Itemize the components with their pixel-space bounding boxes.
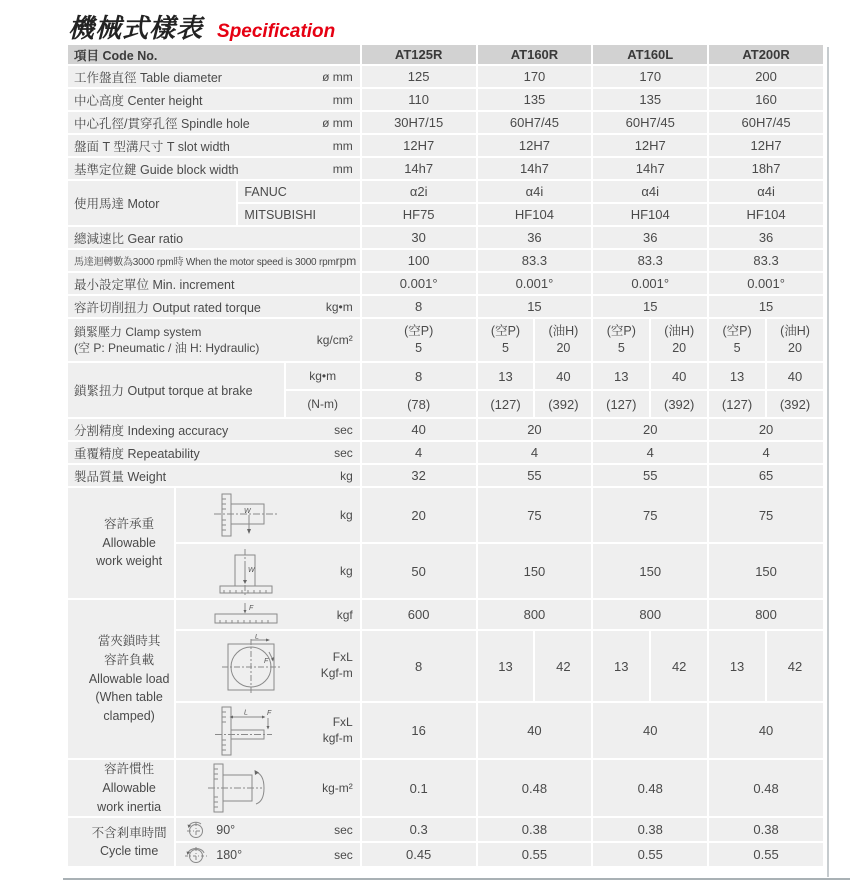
specification-table — [66, 43, 825, 868]
value-cell: 0.38 — [478, 818, 592, 841]
row-brake-torque-kgm — [68, 363, 823, 389]
value-cell: 125 — [362, 66, 476, 87]
unit-label: mm — [332, 161, 353, 176]
value-cell: 42 — [651, 631, 707, 701]
value-cell: 0.3 — [362, 818, 476, 841]
clamp-value: 5 — [415, 341, 423, 355]
row-cycle-time-90 — [68, 818, 823, 841]
value-cell: 65 — [709, 465, 823, 486]
unit-label: ø mm — [322, 69, 353, 84]
value-cell: 42 — [767, 631, 823, 701]
rotation-90-icon — [184, 819, 208, 841]
value-cell: 20 — [709, 419, 823, 440]
clamp-value: 5 — [733, 341, 741, 355]
clamp-type-label: (空P) — [606, 324, 636, 339]
spec-label-cell — [68, 296, 360, 317]
row-motor-fanuc — [68, 181, 823, 202]
unit-line: Kgf-m — [320, 666, 353, 680]
value-cell: 135 — [478, 89, 592, 110]
unit-label: kg-m² — [322, 781, 353, 796]
value-cell: 4 — [593, 442, 707, 463]
value-cell: (127) — [478, 391, 534, 417]
value-cell: 14h7 — [362, 158, 476, 179]
spec-label-cell — [68, 89, 360, 110]
value-cell-pneumatic — [362, 319, 476, 361]
unit-line: FxL — [332, 714, 353, 729]
unit-label: mm — [332, 92, 353, 107]
value-cell: 60H7/45 — [593, 112, 707, 133]
value-cell: HF75 — [362, 204, 476, 225]
value-cell: 83.3 — [593, 250, 707, 271]
angle-label: 90° — [216, 822, 236, 837]
value-cell-pneumatic — [709, 319, 765, 361]
unit-label — [321, 650, 353, 681]
unit-label: kg — [340, 564, 353, 578]
value-cell: 8 — [362, 296, 476, 317]
svg-text:L: L — [254, 634, 259, 641]
value-cell: 0.55 — [478, 843, 592, 866]
work-inertia-diagram-icon — [200, 761, 286, 815]
value-cell: 0.48 — [478, 760, 592, 816]
value-cell: 83.3 — [478, 250, 592, 271]
value-cell: 0.001° — [709, 273, 823, 294]
row-work-inertia — [68, 760, 823, 816]
value-cell: 800 — [709, 600, 823, 629]
svg-text:F: F — [266, 709, 271, 717]
value-cell: 0.001° — [593, 273, 707, 294]
spec-label: 使用馬達 Motor — [74, 197, 160, 211]
header-code-no-label: 項目 Code No. — [74, 48, 158, 63]
column-header-at160r: AT160R — [478, 45, 592, 64]
spec-label-cell — [68, 135, 360, 156]
value-cell: (392) — [651, 391, 707, 417]
value-cell: 55 — [593, 465, 707, 486]
value-cell: 55 — [478, 465, 592, 486]
clamp-type-label: (空P) — [404, 324, 434, 339]
svg-text:F: F — [263, 658, 268, 665]
value-cell-pneumatic — [593, 319, 649, 361]
value-cell: 40 — [709, 703, 823, 758]
value-cell: 4 — [478, 442, 592, 463]
svg-text:L: L — [243, 709, 248, 716]
value-cell: 0.38 — [709, 818, 823, 841]
section-label-line: Allowable — [102, 535, 156, 550]
value-cell: (127) — [709, 391, 765, 417]
value-cell: 36 — [593, 227, 707, 248]
spec-label-cell — [68, 158, 360, 179]
value-cell: 20 — [478, 419, 592, 440]
section-label-line: 容許負載 — [104, 652, 155, 667]
row-indexing-accuracy — [68, 419, 823, 440]
value-cell: 12H7 — [478, 135, 592, 156]
value-cell: 20 — [593, 419, 707, 440]
unit-cell: (N-m) — [286, 391, 360, 417]
row-allowable-load-moment-side — [68, 703, 823, 758]
value-cell: 40 — [478, 703, 592, 758]
spec-label: 基準定位鍵 Guide block width — [74, 162, 239, 177]
value-cell: (78) — [362, 391, 476, 417]
svg-text:F: F — [249, 604, 254, 612]
value-cell: 4 — [362, 442, 476, 463]
motor-brand-cell — [238, 204, 359, 225]
value-cell: (392) — [767, 391, 823, 417]
spec-label-cell — [68, 227, 360, 248]
value-cell: 60H7/45 — [709, 112, 823, 133]
spec-label: 容許切削扭力 Output rated torque — [74, 300, 261, 315]
spec-label-cell — [68, 181, 236, 225]
spec-label-cell — [68, 363, 284, 417]
spec-label — [74, 324, 259, 356]
diagram-cell — [176, 703, 359, 758]
unit-line: kgf-m — [322, 730, 353, 745]
diagram-cell — [176, 544, 359, 598]
spec-label-cell — [68, 319, 360, 361]
clamp-label-line2: (空 P: Pneumatic / 油 H: Hydraulic) — [74, 341, 260, 355]
column-header-at160l: AT160L — [593, 45, 707, 64]
value-cell: 0.001° — [478, 273, 592, 294]
unit-label: sec — [334, 847, 353, 862]
spec-label-cell — [68, 250, 360, 271]
unit-label: mm — [332, 138, 353, 153]
value-cell: 160 — [709, 89, 823, 110]
unit-label: sec — [334, 822, 353, 837]
value-cell: 75 — [593, 488, 707, 542]
radial-moment-diagram-icon — [221, 634, 283, 698]
row-cycle-time-180 — [68, 843, 823, 866]
row-guide-block-width — [68, 158, 823, 179]
value-cell: 50 — [362, 544, 476, 598]
unit-label: kg/cm² — [316, 333, 353, 347]
section-label-line: Allowable load — [88, 671, 170, 686]
value-cell: 4 — [709, 442, 823, 463]
unit-label: kgf — [336, 607, 353, 622]
value-cell: 13 — [478, 363, 534, 389]
row-work-weight-horizontal — [68, 488, 823, 542]
unit-label: sec — [334, 445, 353, 460]
clamp-type-label: (空P) — [722, 324, 752, 339]
clamp-value: 5 — [502, 341, 509, 355]
value-cell: 200 — [709, 66, 823, 87]
value-cell: 8 — [362, 631, 476, 701]
value-cell: 75 — [709, 488, 823, 542]
column-header-at125r: AT125R — [362, 45, 476, 64]
row-motor-speed-rpm — [68, 250, 823, 271]
value-cell: 150 — [709, 544, 823, 598]
row-gear-ratio — [68, 227, 823, 248]
value-cell: 60H7/45 — [478, 112, 592, 133]
spec-label-cell — [68, 112, 360, 133]
spec-label: 製品質量 Weight — [74, 469, 167, 484]
svg-text:W: W — [248, 567, 255, 574]
value-cell: 0.55 — [593, 843, 707, 866]
value-cell: 40 — [535, 363, 591, 389]
diagram-cell — [176, 818, 359, 841]
value-cell: 0.55 — [709, 843, 823, 866]
unit-label: ø mm — [322, 115, 353, 130]
unit-label: kg — [340, 468, 353, 483]
value-cell: (392) — [535, 391, 591, 417]
value-cell: 8 — [362, 363, 476, 389]
clamp-value: 20 — [556, 341, 571, 355]
value-cell: 32 — [362, 465, 476, 486]
value-cell: 18h7 — [709, 158, 823, 179]
row-allowable-load-thrust — [68, 600, 823, 629]
motor-brand-label: MITSUBISHI — [244, 207, 316, 222]
diagram-cell — [176, 600, 359, 629]
column-header-at200r: AT200R — [709, 45, 823, 64]
row-min-increment — [68, 273, 823, 294]
value-cell: 13 — [709, 631, 765, 701]
value-cell: 30H7/15 — [362, 112, 476, 133]
value-cell: α4i — [593, 181, 707, 202]
section-label-line: work inertia — [97, 799, 162, 814]
row-table-diameter — [68, 66, 823, 87]
spec-label: 中心高度 Center height — [74, 93, 203, 108]
clamp-type-label: (空P) — [490, 324, 521, 339]
row-work-weight-vertical — [68, 544, 823, 598]
value-cell: HF104 — [709, 204, 823, 225]
value-cell: 0.48 — [709, 760, 823, 816]
motor-brand-cell — [238, 181, 359, 202]
value-cell-hydraulic — [767, 319, 823, 361]
unit-label: kg — [340, 508, 353, 522]
value-cell: 13 — [593, 363, 649, 389]
unit-label: sec — [334, 422, 353, 437]
diagram-cell — [176, 488, 359, 542]
unit-label: kg•m — [325, 299, 353, 314]
section-label-work-inertia — [68, 760, 174, 816]
spec-label: 重覆精度 Repeatability — [74, 446, 200, 461]
value-cell: (127) — [593, 391, 649, 417]
value-cell: 800 — [593, 600, 707, 629]
unit-label — [323, 715, 353, 746]
value-cell-hydraulic — [651, 319, 707, 361]
value-cell: 13 — [478, 631, 534, 701]
value-cell: 150 — [593, 544, 707, 598]
horizontal-work-weight-diagram-icon — [208, 490, 288, 540]
value-cell: α2i — [362, 181, 476, 202]
value-cell: 16 — [362, 703, 476, 758]
section-label-line: (When table — [95, 690, 163, 705]
vertical-work-weight-diagram-icon — [208, 546, 288, 596]
section-label-allowable-load — [68, 600, 174, 758]
value-cell: 13 — [709, 363, 765, 389]
spec-label: 工作盤直徑 Table diameter — [74, 70, 222, 85]
overhang-moment-diagram-icon — [210, 704, 296, 758]
spec-label: 最小設定單位 Min. increment — [74, 277, 235, 292]
clamp-value: 20 — [672, 341, 687, 355]
section-label-line: 容許慣性 — [104, 762, 155, 776]
value-cell: 0.1 — [362, 760, 476, 816]
clamp-type-label: (油H) — [664, 324, 695, 339]
section-label-line: 當夾鎖時其 — [97, 634, 161, 649]
value-cell: 15 — [709, 296, 823, 317]
motor-brand-label: FANUC — [244, 184, 287, 199]
page-right-rule — [827, 47, 829, 877]
value-cell: 800 — [478, 600, 592, 629]
value-cell: 600 — [362, 600, 476, 629]
value-cell: 110 — [362, 89, 476, 110]
row-spindle-hole — [68, 112, 823, 133]
angle-label: 180° — [216, 847, 243, 862]
value-cell: 135 — [593, 89, 707, 110]
value-cell: HF104 — [593, 204, 707, 225]
value-cell: 30 — [362, 227, 476, 248]
clamp-label-line1: 鎖緊壓力 Clamp system — [74, 324, 202, 339]
page-title-zh: 機械式樣表 — [68, 13, 204, 43]
row-clamp-system — [68, 319, 823, 361]
value-cell: 12H7 — [709, 135, 823, 156]
value-cell: 36 — [478, 227, 592, 248]
section-label-work-weight — [68, 488, 174, 598]
value-cell: 36 — [709, 227, 823, 248]
page-title — [68, 8, 335, 45]
value-cell-pneumatic — [478, 319, 534, 361]
page-title-en: Specification — [217, 21, 336, 42]
rotation-180-icon — [184, 844, 208, 866]
diagram-cell — [176, 631, 359, 701]
value-cell: 150 — [478, 544, 592, 598]
spec-label-cell — [68, 442, 360, 463]
value-cell-hydraulic — [535, 319, 591, 361]
spec-label-cell — [68, 465, 360, 486]
value-cell: 75 — [478, 488, 592, 542]
section-label-line: Cycle time — [99, 844, 159, 859]
value-cell: 0.45 — [362, 843, 476, 866]
spec-label: 分割精度 Indexing accuracy — [74, 423, 229, 438]
spec-label-cell — [68, 419, 360, 440]
value-cell: 13 — [593, 631, 649, 701]
value-cell: 40 — [651, 363, 707, 389]
value-cell: 0.38 — [593, 818, 707, 841]
section-label-cycle-time — [68, 818, 174, 866]
clamp-type-label: (油H) — [780, 324, 810, 339]
value-cell: 20 — [362, 488, 476, 542]
spec-label-cell — [68, 66, 360, 87]
row-t-slot-width — [68, 135, 823, 156]
clamp-type-label: (油H) — [548, 324, 579, 339]
value-cell: 40 — [362, 419, 476, 440]
spec-label: 馬達迴轉數為3000 rpm時 When the motor speed is 3000 rpm — [74, 257, 336, 268]
unit-line: FxL — [332, 650, 353, 665]
spec-label: 中心孔徑/貫穿孔徑 Spindle hole — [74, 116, 250, 131]
section-label-line: clamped) — [103, 709, 155, 724]
value-cell: 170 — [478, 66, 592, 87]
value-cell: 12H7 — [362, 135, 476, 156]
row-center-height — [68, 89, 823, 110]
value-cell: 83.3 — [709, 250, 823, 271]
value-cell: HF104 — [478, 204, 592, 225]
value-cell: α4i — [478, 181, 592, 202]
value-cell: 170 — [593, 66, 707, 87]
row-repeatability — [68, 442, 823, 463]
section-label-line: 不含剎車時間 — [91, 825, 167, 840]
svg-text:W: W — [244, 508, 251, 515]
value-cell: 40 — [767, 363, 823, 389]
section-label-line: 容許承重 — [104, 516, 155, 531]
diagram-cell — [176, 760, 359, 816]
unit-label: rpm — [335, 253, 357, 268]
value-cell: 15 — [593, 296, 707, 317]
value-cell: 0.48 — [593, 760, 707, 816]
table-header-row — [68, 45, 823, 64]
value-cell: 14h7 — [593, 158, 707, 179]
header-code-no — [68, 45, 360, 64]
value-cell: α4i — [709, 181, 823, 202]
row-allowable-load-moment-top — [68, 631, 823, 701]
section-label-line: Allowable — [102, 780, 156, 795]
spec-label: 總減速比 Gear ratio — [74, 231, 184, 246]
value-cell: 14h7 — [478, 158, 592, 179]
spec-label: 盤面 T 型溝尺寸 T slot width — [74, 139, 230, 154]
value-cell: 0.001° — [362, 273, 476, 294]
diagram-cell — [176, 843, 359, 866]
value-cell: 100 — [362, 250, 476, 271]
value-cell: 40 — [593, 703, 707, 758]
value-cell: 42 — [535, 631, 591, 701]
clamp-value: 20 — [788, 341, 802, 355]
value-cell: 12H7 — [593, 135, 707, 156]
clamp-value: 5 — [617, 341, 625, 355]
page-bottom-rule — [63, 878, 850, 880]
axial-thrust-diagram-icon — [207, 602, 287, 628]
row-output-rated-torque — [68, 296, 823, 317]
value-cell: 15 — [478, 296, 592, 317]
spec-label-cell — [68, 273, 360, 294]
unit-cell: kg•m — [286, 363, 360, 389]
spec-label: 鎖緊扭力 Output torque at brake — [74, 384, 253, 398]
row-weight — [68, 465, 823, 486]
section-label-line: work weight — [96, 554, 163, 569]
